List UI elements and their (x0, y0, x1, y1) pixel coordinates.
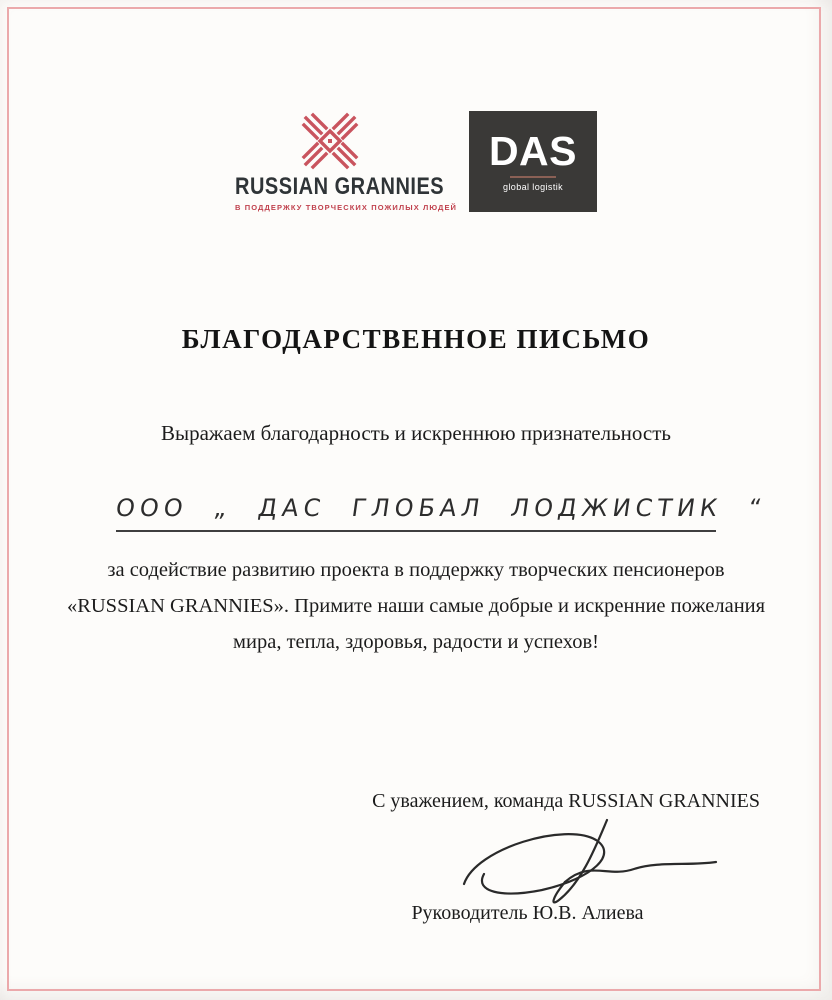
das-logo (469, 111, 597, 212)
logos-row (0, 0, 832, 212)
signatory-name: Руководитель Ю.В. Алиева (411, 902, 644, 924)
ornament-comb-sw (304, 144, 326, 167)
recipient-line (114, 494, 768, 532)
das-logo-name: DAS (488, 128, 578, 174)
letter-body (0, 552, 832, 660)
das-logo-divider (510, 176, 556, 178)
ornament-comb-nw (304, 115, 326, 138)
closing-line: С уважением, команда RUSSIAN GRANNIES (372, 790, 760, 812)
russian-grannies-wordmark: RUSSIAN GRANNIES (235, 173, 445, 200)
body-line-3: мира, тепла, здоровья, радости и успехов! (233, 631, 599, 653)
ornament-comb-ne (334, 115, 356, 138)
body-line-1: за содействие развитию проекта в поддержку творческих пенсионеров (107, 559, 725, 581)
ornament-comb-se (334, 144, 356, 167)
slavic-ornament-icon (297, 108, 363, 174)
intro-line: Выражаем благодарность и искреннюю признательность (160, 421, 672, 445)
signature-block (330, 790, 760, 925)
recipient-handwritten-text: ООО „ ДАС ГЛОБАЛ ЛОДЖИСТИК “ (114, 494, 768, 522)
russian-grannies-tagline: В ПОДДЕРЖКУ ТВОРЧЕСКИХ ПОЖИЛЫХ ЛЮДЕЙ (235, 203, 458, 212)
body-line-2: «RUSSIAN GRANNIES». Примите наши самые добрые и искренние пожелания (66, 595, 766, 617)
handwritten-signature-icon (444, 814, 754, 906)
letter-title: БЛАГОДАРСТВЕННОЕ ПИСЬМО (181, 324, 651, 354)
russian-grannies-logo (235, 106, 458, 212)
das-logo-subtitle: global logistik (502, 182, 564, 192)
